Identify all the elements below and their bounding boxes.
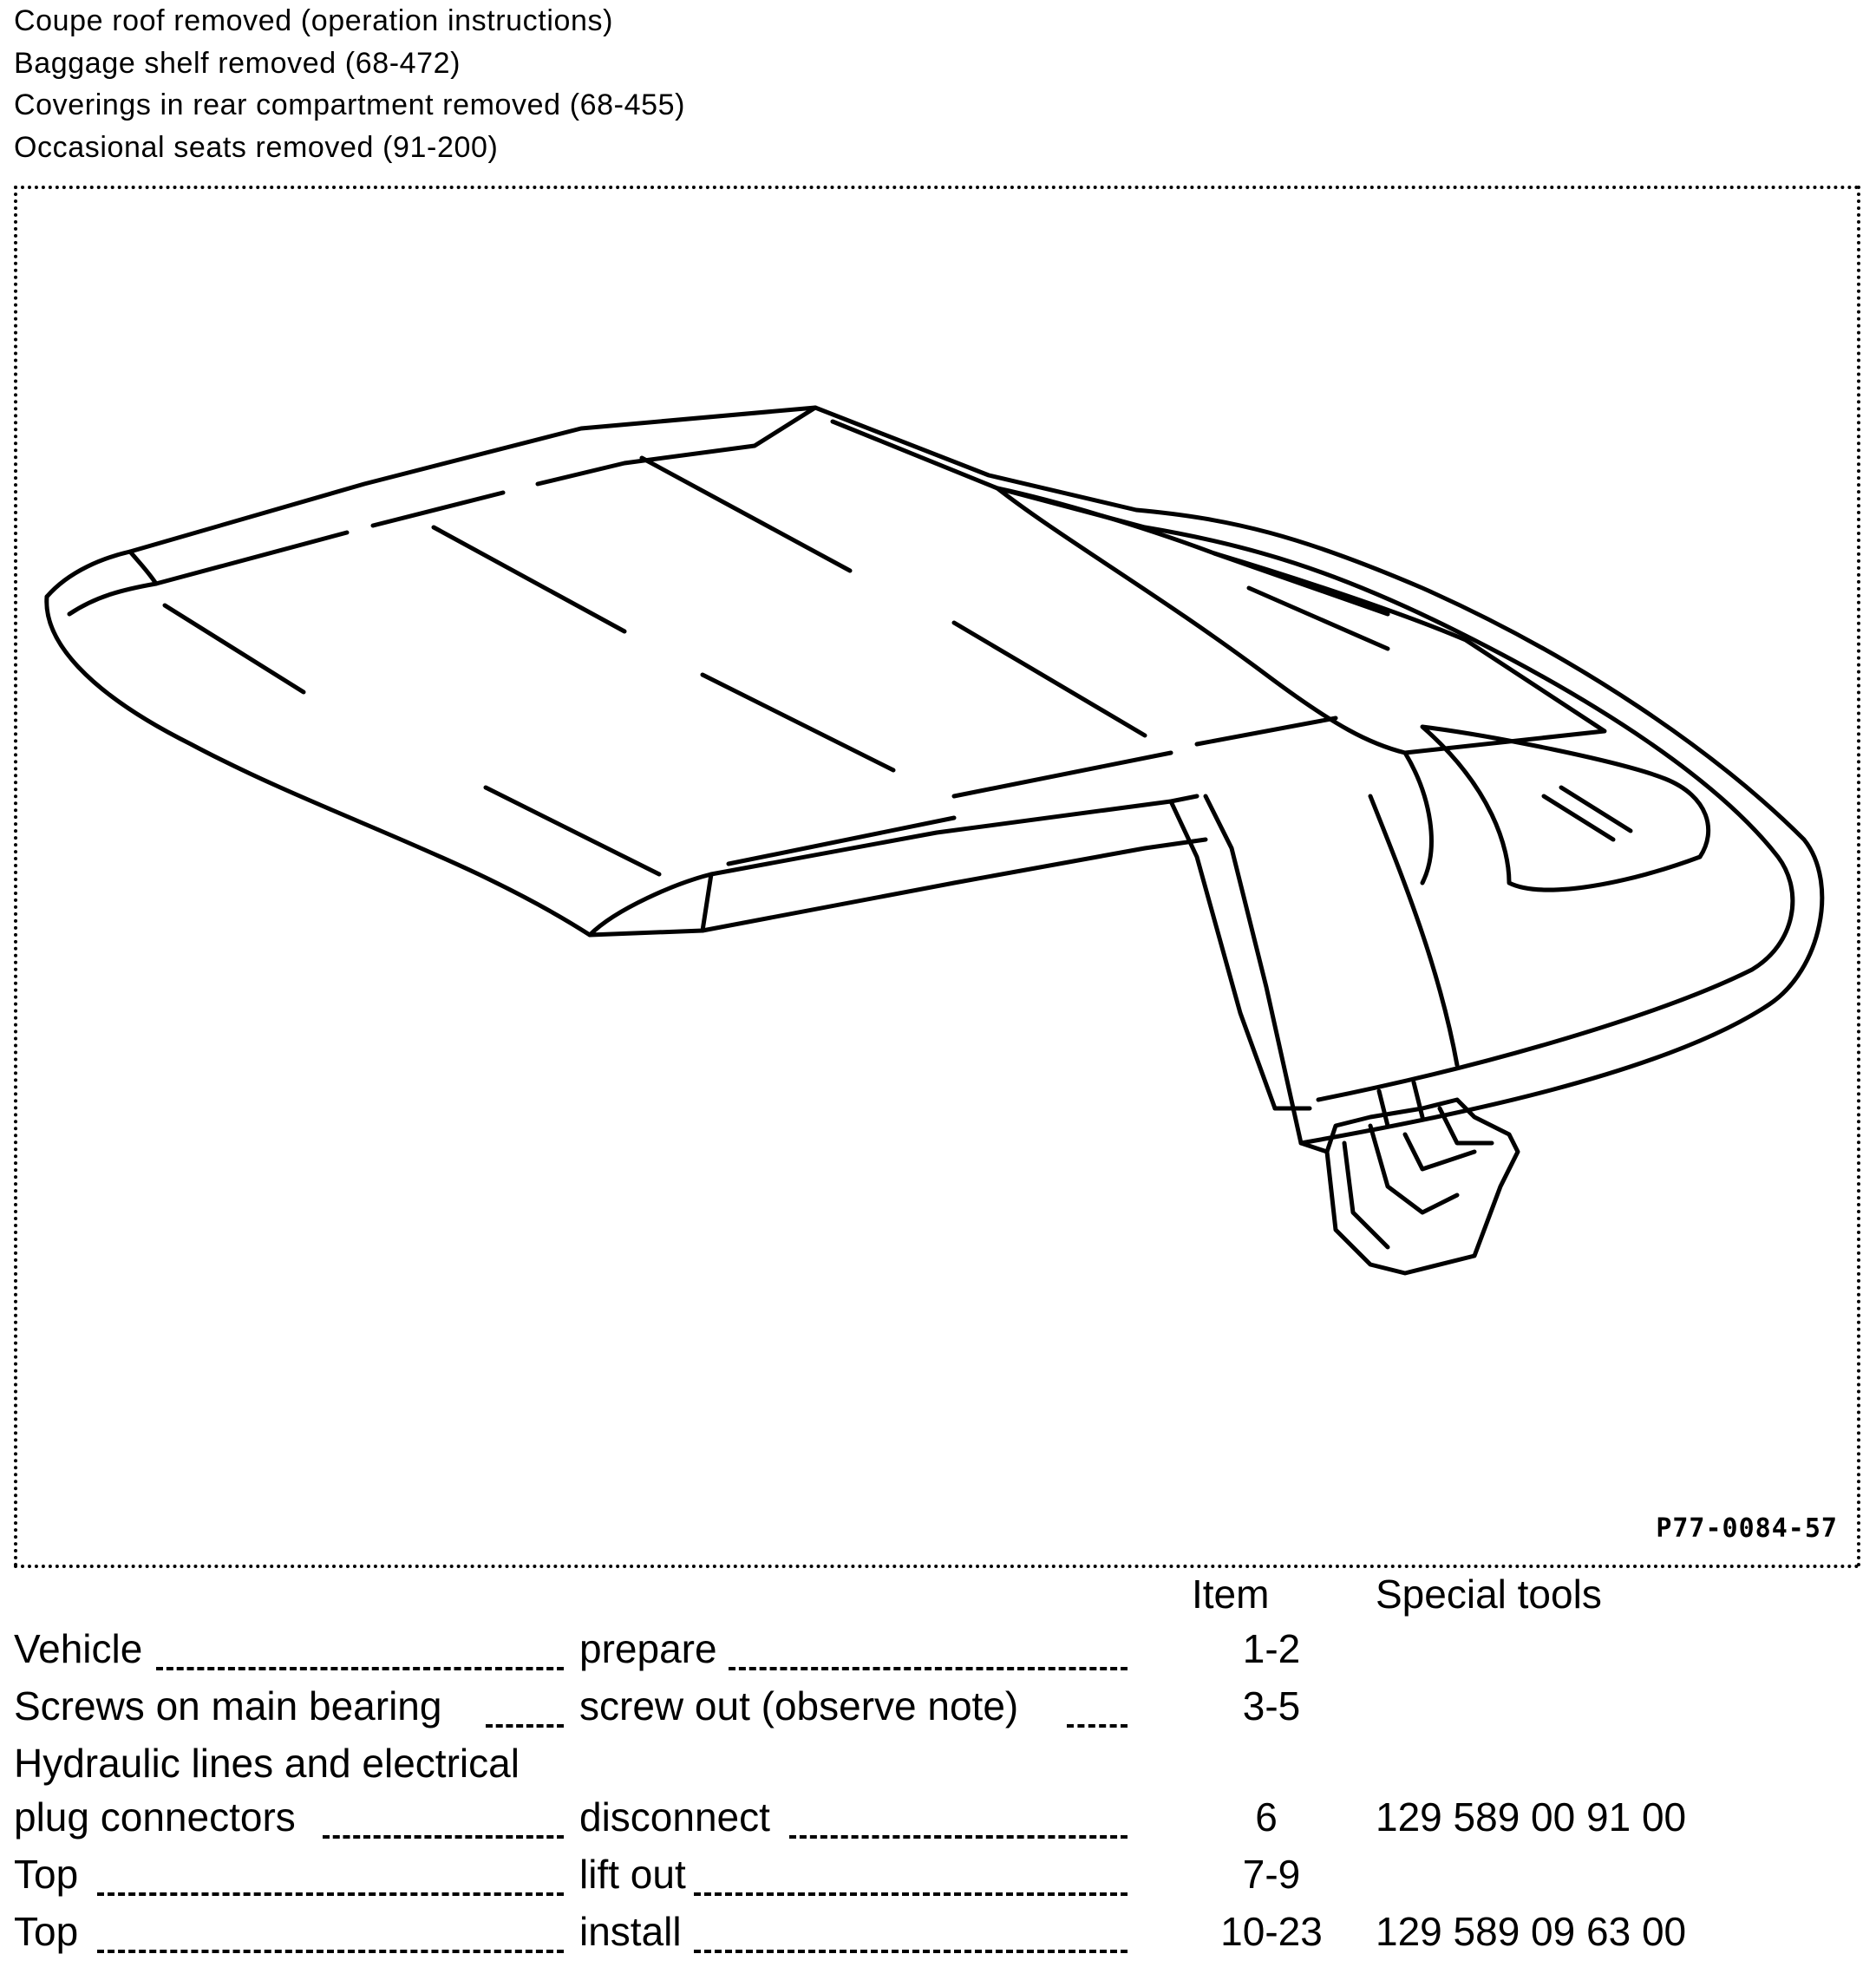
row-action: lift out [579, 1852, 686, 1897]
column-header-special-tools: Special tools [1376, 1572, 1602, 1617]
leader-dots [97, 1892, 564, 1896]
leader-dots [156, 1667, 564, 1670]
row-part: Vehicle [14, 1626, 143, 1671]
row-item: 3-5 [1242, 1683, 1301, 1728]
row-item: 1-2 [1242, 1626, 1301, 1671]
leader-dots [694, 1950, 1128, 1953]
row-special-tool: 129 589 09 63 00 [1376, 1909, 1687, 1954]
row-item: 7-9 [1242, 1852, 1301, 1897]
row-action: install [579, 1909, 682, 1954]
prerequisite-item: Occasional seats removed (91-200) [14, 130, 499, 164]
figure-code: P77-0084-57 [1656, 1513, 1838, 1544]
leader-dots [97, 1950, 564, 1953]
row-item: 6 [1255, 1794, 1278, 1840]
row-action: disconnect [579, 1794, 770, 1840]
row-action: prepare [579, 1626, 717, 1671]
leader-dots [789, 1835, 1128, 1839]
leader-dots [486, 1724, 564, 1728]
row-part-line1: Hydraulic lines and electrical [14, 1741, 520, 1786]
row-special-tool: 129 589 00 91 00 [1376, 1794, 1687, 1840]
prerequisite-item: Baggage shelf removed (68-472) [14, 46, 461, 80]
row-part: Top [14, 1852, 79, 1897]
row-part: Top [14, 1909, 79, 1954]
prerequisite-item: Coupe roof removed (operation instructions) [14, 4, 614, 37]
prerequisite-item: Coverings in rear compartment removed (68-455) [14, 88, 686, 121]
row-part: Screws on main bearing [14, 1683, 442, 1728]
row-action: screw out (observe note) [579, 1683, 1019, 1728]
leader-dots [694, 1892, 1128, 1896]
leader-dots [729, 1667, 1128, 1670]
leader-dots [1067, 1724, 1128, 1728]
column-header-item: Item [1192, 1572, 1270, 1617]
row-item: 10-23 [1220, 1909, 1323, 1954]
leader-dots [323, 1835, 564, 1839]
row-part: plug connectors [14, 1794, 296, 1840]
